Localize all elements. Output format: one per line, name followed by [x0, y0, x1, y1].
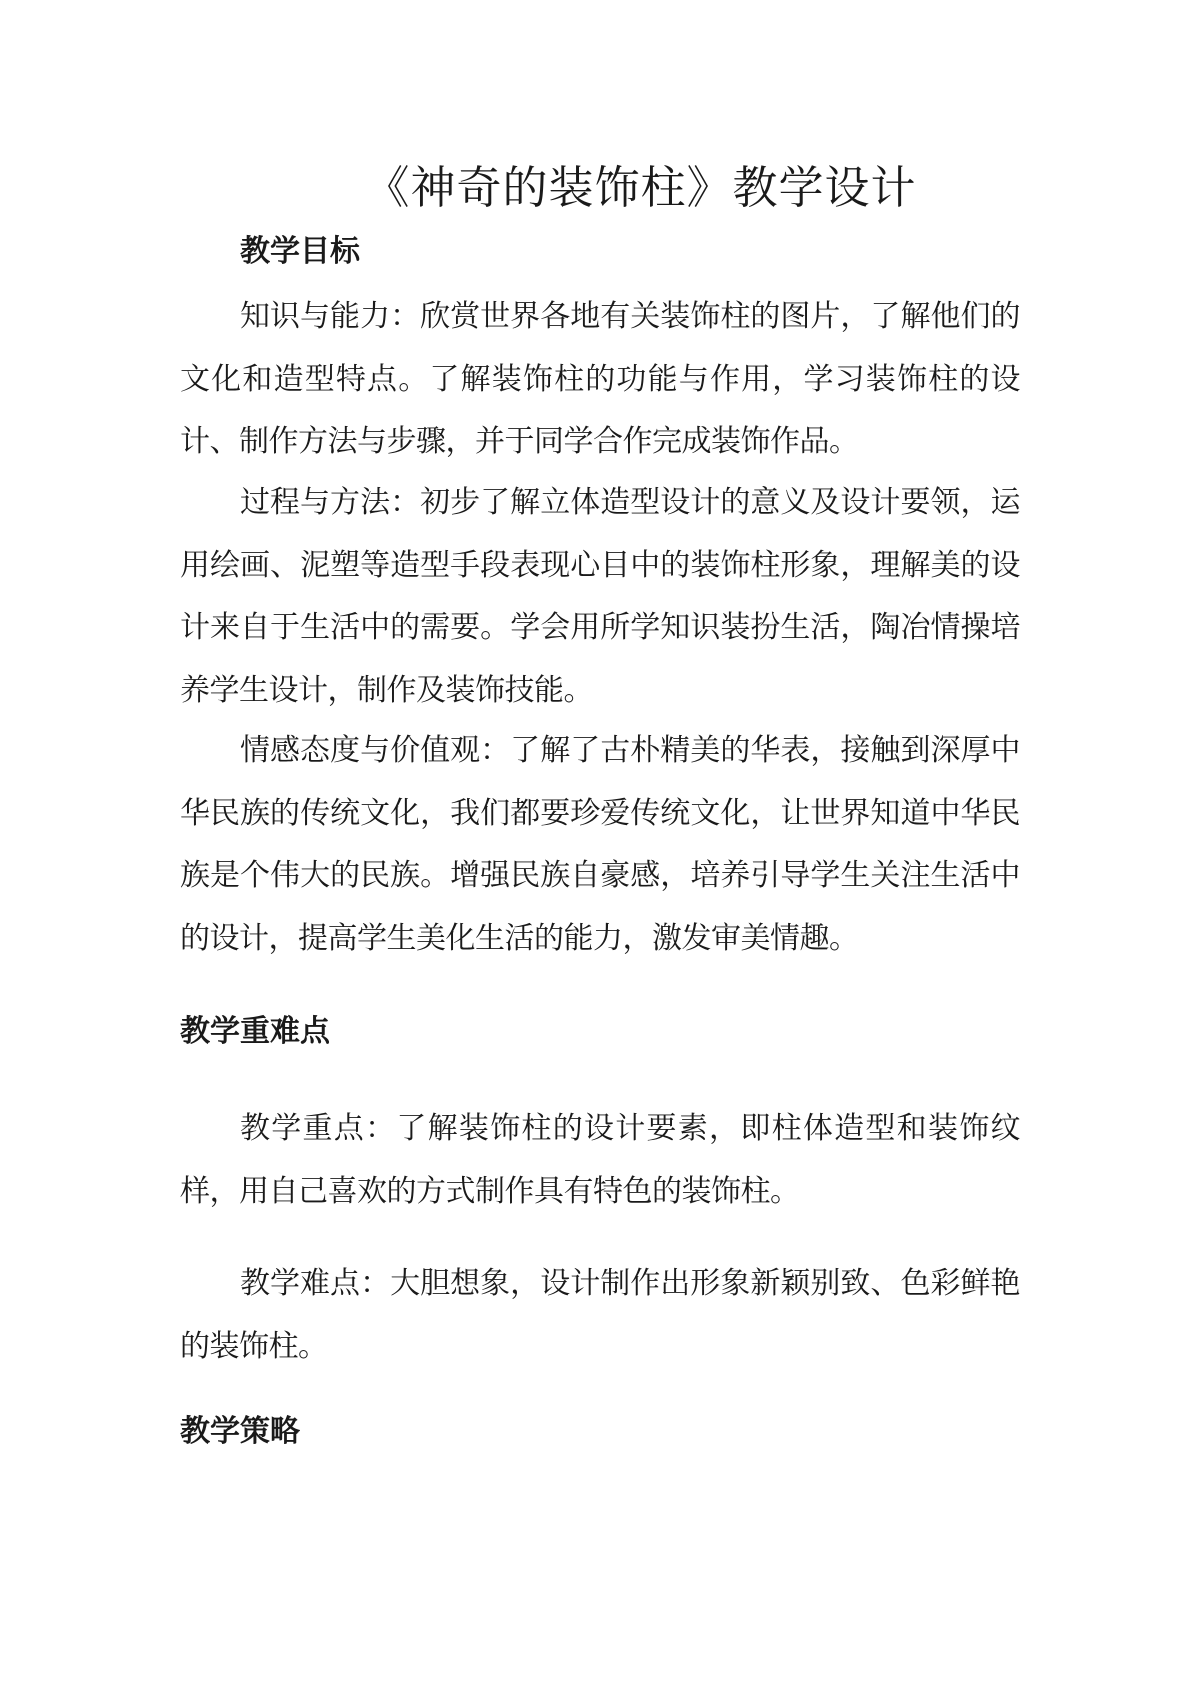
paragraph-emotion-values: 情感态度与价值观：了解了古朴精美的华表，接触到深厚中华民族的传统文化，我们都要珍爱传统文化，让世界知道中华民族是个伟大的民族。增强民族自豪感，培养引导学生关注生活中的设计，提高学生美化生活的能力，激发审美情趣。 [180, 733, 1020, 956]
paragraph-key-point: 教学重点：了解装饰柱的设计要素，即柱体造型和装饰纹样，用自己喜欢的方式制作具有特色的装饰柱。 [180, 1111, 1020, 1209]
document-title: 《神奇的装饰柱》教学设计 [364, 161, 917, 214]
section-heading-key-difficult: 教学重难点 [180, 1014, 330, 1049]
section-heading-objectives: 教学目标 [240, 234, 360, 269]
paragraph-process-method: 过程与方法：初步了解立体造型设计的意义及设计要领，运用绘画、泥塑等造型手段表现心目中的装饰柱形象，理解美的设计来自于生活中的需要。学会用所学知识装扮生活，陶冶情操培养学生设计，制作及装饰技能。 [180, 485, 1020, 708]
paragraph-difficulty: 教学难点：大胆想象，设计制作出形象新颖别致、色彩鲜艳的装饰柱。 [180, 1266, 1020, 1364]
paragraph-knowledge-ability: 知识与能力：欣赏世界各地有关装饰柱的图片，了解他们的文化和造型特点。了解装饰柱的功能与作用，学习装饰柱的设计、制作方法与步骤，并于同学合作完成装饰作品。 [180, 299, 1020, 459]
section-heading-strategy: 教学策略 [180, 1414, 300, 1449]
